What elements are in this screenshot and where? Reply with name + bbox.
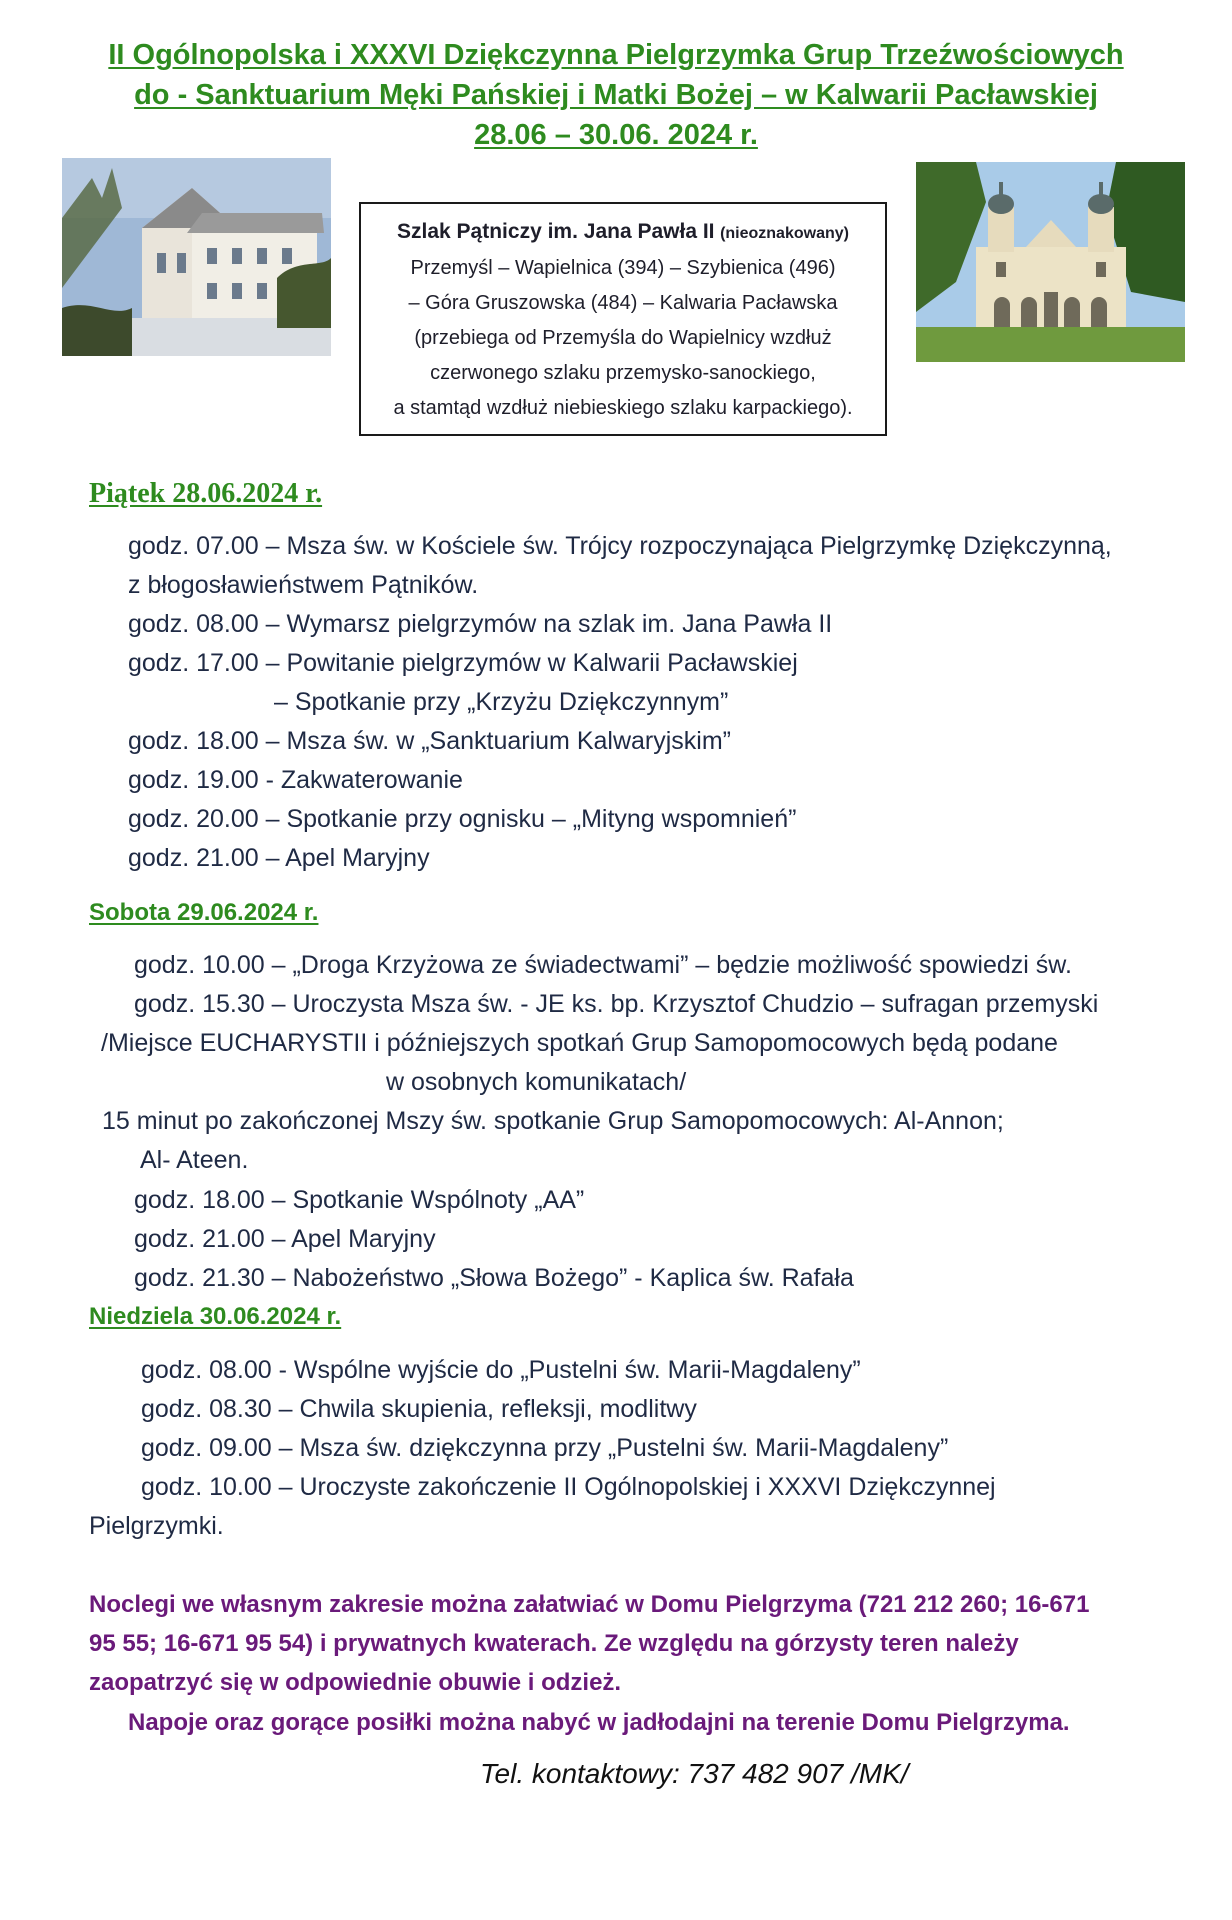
saturday-heading: Sobota 29.06.2024 r. xyxy=(89,899,319,926)
schedule-line: /Miejsce EUCHARYSTII i późniejszych spotkań Grup Samopomocowych będą podane xyxy=(101,1029,1058,1057)
schedule-line: godz. 10.00 – „Droga Krzyżowa ze świadectwami” – będzie możliwość spowiedzi św. xyxy=(134,951,1072,979)
food-notice: Napoje oraz gorące posiłki można nabyć w jadłodajni na terenie Domu Pielgrzyma. xyxy=(128,1709,1070,1736)
trail-info-box xyxy=(359,202,887,436)
schedule-line: Pielgrzymki. xyxy=(89,1512,224,1540)
schedule-line: godz. 19.00 - Zakwaterowanie xyxy=(128,766,463,794)
trail-line: czerwonego szlaku przemysko-sanockiego, xyxy=(430,362,816,384)
trail-line: a stamtąd wzdłuż niebieskiego szlaku karpackiego). xyxy=(393,397,853,419)
accommodation-notice: 95 55; 16-671 95 54) i prywatnych kwaterach. Ze względu na górzysty teren należy xyxy=(89,1630,1019,1657)
schedule-line: godz. 21.30 – Nabożeństwo „Słowa Bożego” - Kaplica św. Rafała xyxy=(134,1264,854,1292)
trail-line: (przebiega od Przemyśla do Wapielnicy wzdłuż xyxy=(414,327,832,349)
schedule-line: godz. 17.00 – Powitanie pielgrzymów w Kalwarii Pacławskiej xyxy=(128,649,798,677)
schedule-line: godz. 10.00 – Uroczyste zakończenie II Ogólnopolskiej i XXXVI Dziękczynnej xyxy=(141,1473,996,1501)
accommodation-notice: zaopatrzyć się w odpowiednie obuwie i odzież. xyxy=(89,1669,622,1696)
sanctuary-photo xyxy=(916,162,1185,362)
trail-heading xyxy=(367,214,879,251)
contact-phone: Tel. kontaktowy: 737 482 907 /MK/ xyxy=(480,1758,909,1789)
friday-heading: Piątek 28.06.2024 r. xyxy=(89,478,323,509)
schedule-line: godz. 21.00 – Apel Maryjny xyxy=(128,844,430,872)
schedule-line: Al- Ateen. xyxy=(140,1146,249,1174)
schedule-line: godz. 08.00 - Wspólne wyjście do „Pustelni św. Marii-Magdaleny” xyxy=(141,1356,861,1384)
schedule-line: godz. 08.30 – Chwila skupienia, refleksji, modlitwy xyxy=(141,1395,697,1423)
schedule-line: godz. 15.30 – Uroczysta Msza św. - JE ks. bp. Krzysztof Chudzio – sufragan przemyski xyxy=(134,990,1099,1018)
accommodation-notice: Noclegi we własnym zakresie można załatwiać w Domu Pielgrzyma (721 212 260; 16-671 xyxy=(89,1591,1090,1618)
schedule-line: – Spotkanie przy „Krzyżu Dziękczynnym” xyxy=(274,688,729,716)
schedule-line: godz. 18.00 – Msza św. w „Sanktuarium Kalwaryjskim” xyxy=(128,727,731,755)
schedule-line: godz. 07.00 – Msza św. w Kościele św. Trójcy rozpoczynająca Pielgrzymkę Dziękczynną, xyxy=(128,532,1112,560)
schedule-line: godz. 09.00 – Msza św. dziękczynna przy „Pustelni św. Marii-Magdaleny” xyxy=(141,1434,949,1462)
schedule-line: w osobnych komunikatach/ xyxy=(386,1068,687,1096)
title-dates: 28.06 – 30.06. 2024 r. xyxy=(474,119,758,151)
schedule-line: 15 minut po zakończonej Mszy św. spotkanie Grup Samopomocowych: Al-Annon; xyxy=(102,1107,1004,1135)
schedule-line: godz. 18.00 – Spotkanie Wspólnoty „AA” xyxy=(134,1186,585,1214)
sunday-heading: Niedziela 30.06.2024 r. xyxy=(89,1303,342,1330)
monastery-photo xyxy=(62,158,331,356)
trail-line: – Góra Gruszowska (484) – Kalwaria Pacławska xyxy=(408,292,838,314)
schedule-line: z błogosławieństwem Pątników. xyxy=(128,571,479,599)
schedule-line: godz. 21.00 – Apel Maryjny xyxy=(134,1225,436,1253)
schedule-line: godz. 20.00 – Spotkanie przy ognisku – „Mityng wspomnień” xyxy=(128,805,797,833)
schedule-line: godz. 08.00 – Wymarsz pielgrzymów na szlak im. Jana Pawła II xyxy=(128,610,833,638)
trail-note: (nieoznakowany) xyxy=(720,225,849,242)
title-line-2: do - Sanktuarium Męki Pańskiej i Matki Bożej – w Kalwarii Pacławskiej xyxy=(134,79,1098,111)
trail-title: Szlak Pątniczy im. Jana Pawła II xyxy=(397,220,715,243)
trail-line: Przemyśl – Wapielnica (394) – Szybienica (496) xyxy=(410,257,836,279)
title-line-1: II Ogólnopolska i XXXVI Dziękczynna Pielgrzymka Grup Trzeźwościowych xyxy=(108,39,1124,71)
